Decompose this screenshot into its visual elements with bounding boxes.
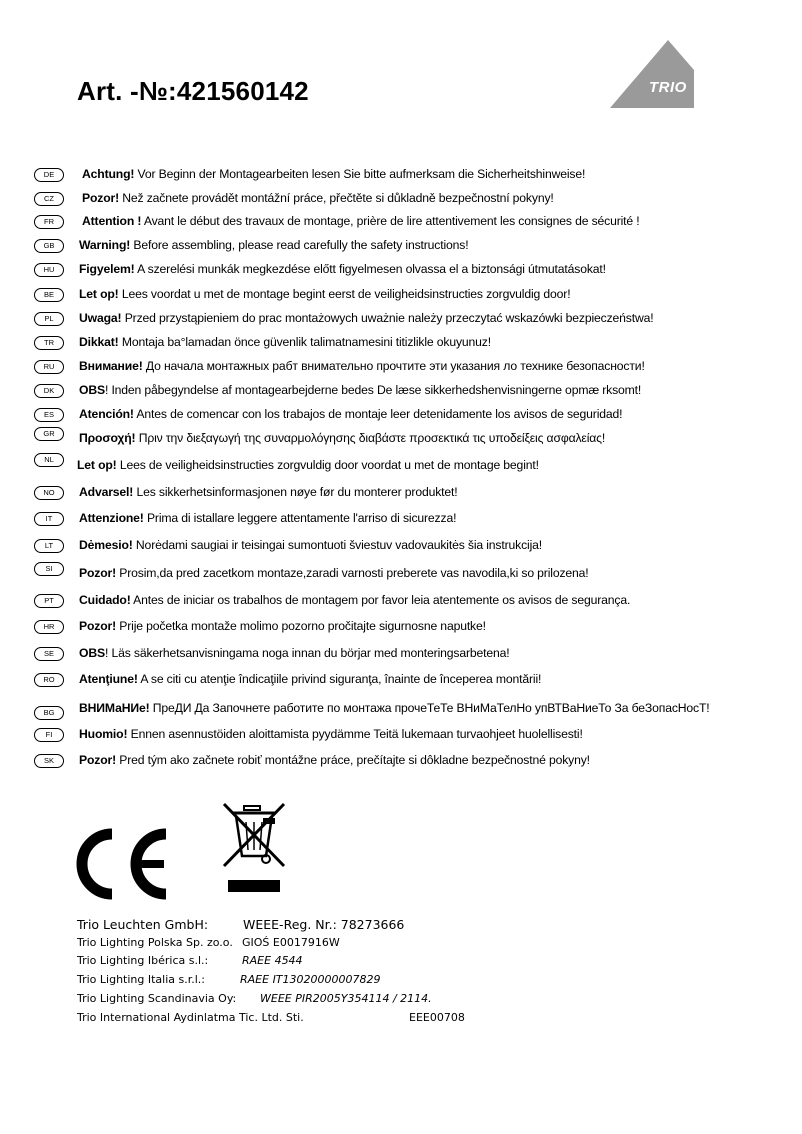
warning-heading: Warning! bbox=[79, 238, 131, 252]
language-code-badge: TR bbox=[34, 336, 64, 350]
language-code-badge: HR bbox=[34, 620, 64, 634]
registration-number: RAEE 4544 bbox=[242, 954, 303, 967]
language-code-badge: NL bbox=[34, 453, 64, 467]
registration-number: RAEE IT13020000007829 bbox=[240, 973, 381, 986]
trio-logo-icon bbox=[606, 40, 696, 112]
warning-text bbox=[79, 592, 630, 608]
company-name: Trio Lighting Italia s.r.l.: bbox=[77, 973, 206, 986]
warning-heading: Let op! bbox=[77, 458, 117, 472]
warning-heading: Atenţiune! bbox=[79, 672, 138, 686]
language-code-badge: SE bbox=[34, 647, 64, 661]
company-name: Trio Lighting Ibérica s.l.: bbox=[77, 954, 209, 967]
warning-body: A se citi cu atenţie îndicaţiile privind siguranţa, înainte de începerea montării! bbox=[137, 672, 542, 686]
warning-text bbox=[79, 671, 541, 687]
warning-body: ! Läs säkerhetsanvisningama noga innan du börjar med monteringsarbetena! bbox=[104, 646, 510, 660]
warning-heading: OBS bbox=[79, 646, 105, 660]
warning-body: Avant le début des travaux de montage, prière de lire attentivement les consignes de sécurité ! bbox=[141, 214, 640, 228]
warning-body: Pred tým ako začnete robiť montážne práce, prečítajte si dôkladne bezpečnostné pokyny! bbox=[116, 753, 590, 767]
warning-body: Lees voordat u met de montage begint eerst de veiligheidsinstructies zorgvuldig door! bbox=[118, 287, 571, 301]
warning-text bbox=[79, 700, 710, 716]
language-code-badge: GR bbox=[34, 427, 64, 441]
warning-heading: Dėmesio! bbox=[79, 538, 133, 552]
warning-text bbox=[82, 166, 585, 182]
warning-body: Prosim,da pred zacetkom montaze,zaradi varnosti preberete vas navodila,ki so prilozena! bbox=[116, 566, 589, 580]
language-code-badge: FI bbox=[34, 728, 64, 742]
language-code-badge: DK bbox=[34, 384, 64, 398]
warning-text bbox=[79, 310, 653, 326]
warning-body: Prije početka montaže molimo pozorno pročitajte sigurnosne naputke! bbox=[116, 619, 486, 633]
registration-number: WEEE PIR2005Y354114 / 2114. bbox=[260, 992, 432, 1005]
warning-body: Ennen asennustöiden aloittamista pyydämme Teitä lukemaan turvaohjeet huolellisesti! bbox=[127, 727, 583, 741]
warning-text bbox=[79, 358, 645, 374]
warning-heading: Let op! bbox=[79, 287, 119, 301]
company-name: Trio Leuchten GmbH: bbox=[77, 917, 209, 932]
warning-text bbox=[79, 565, 589, 581]
warning-text bbox=[82, 190, 554, 206]
warning-body: Norėdami saugiai ir teisingai sumontuoti šviestuv vadovaukitės šia instrukcija! bbox=[132, 538, 543, 552]
warning-body: Antes de comencar con los trabajos de montaje leer detenidamente los avisos de seguridad! bbox=[133, 407, 623, 421]
warning-heading: Dikkat! bbox=[79, 335, 119, 349]
warning-text bbox=[79, 752, 590, 768]
ce-mark-icon bbox=[74, 828, 170, 900]
warning-body: Les sikkerhetsinformasjonen nøye før du monterer produktet! bbox=[133, 485, 458, 499]
warning-body: A szerelési munkák megkezdése előtt figyelmesen olvassa el a biztonsági útmutatásokat! bbox=[134, 262, 606, 276]
warning-text bbox=[79, 726, 583, 742]
language-code-badge: BG bbox=[34, 706, 64, 720]
warning-text bbox=[79, 237, 468, 253]
language-code-badge: DE bbox=[34, 168, 64, 182]
warning-text bbox=[79, 645, 509, 661]
language-code-badge: CZ bbox=[34, 192, 64, 206]
language-code-badge: PL bbox=[34, 312, 64, 326]
warning-heading: Atención! bbox=[79, 407, 134, 421]
warning-heading: Huomio! bbox=[79, 727, 128, 741]
warning-text bbox=[77, 457, 539, 473]
registration-number: GIOŚ E0017916W bbox=[242, 936, 340, 949]
warning-body: Prima di istallare leggere attentamente l'arriso di sicurezza! bbox=[143, 511, 457, 525]
warning-heading: Внимание! bbox=[79, 359, 143, 373]
warning-text bbox=[79, 334, 491, 350]
warning-heading: Attenzione! bbox=[79, 511, 144, 525]
warning-body: Montaja ba°lamadan önce güvenlik talimatnamesini titizlikle okuyunuz! bbox=[118, 335, 491, 349]
warning-heading: Pozor! bbox=[82, 191, 120, 205]
warning-body: ! Inden påbegyndelse af montagearbejderne bedes De læse sikkerhedshenvisningerne opmæ rksomt! bbox=[104, 383, 642, 397]
language-code-badge: FR bbox=[34, 215, 64, 229]
warning-body: Než začnete provádět montážní práce, přečtěte si důkladně bezpečnostní pokyny! bbox=[119, 191, 554, 205]
warning-heading: Figyelem! bbox=[79, 262, 135, 276]
warning-text bbox=[79, 286, 570, 302]
warning-heading: Προσοχή! bbox=[79, 431, 136, 445]
warning-heading: Pozor! bbox=[79, 566, 117, 580]
registration-number: EEE00708 bbox=[409, 1011, 465, 1024]
warning-heading: Pozor! bbox=[79, 619, 117, 633]
language-code-badge: ES bbox=[34, 408, 64, 422]
warning-text bbox=[79, 510, 456, 526]
company-name: Trio International Aydinlatma Tic. Ltd. Sti. bbox=[77, 1011, 304, 1024]
warning-text bbox=[79, 484, 457, 500]
company-name: Trio Lighting Polska Sp. zo.o. bbox=[77, 936, 233, 949]
language-code-badge: LT bbox=[34, 539, 64, 553]
language-code-badge: BE bbox=[34, 288, 64, 302]
article-number: Art. -№:421560142 bbox=[77, 76, 309, 106]
language-code-badge: SI bbox=[34, 562, 64, 576]
warning-body: Before assembling, please read carefully the safety instructions! bbox=[130, 238, 469, 252]
language-code-badge: NO bbox=[34, 486, 64, 500]
warning-body: До начала монтажных рабт внимательно прочтите эти указания ло технике безопасности! bbox=[142, 359, 645, 373]
warning-body: Przed przystąpieniem do prac montażowych uważnie należy przeczytać wskazówki bezpieczeństwa! bbox=[121, 311, 654, 325]
warning-text bbox=[79, 537, 542, 553]
warning-heading: Attention ! bbox=[82, 214, 142, 228]
language-code-badge: GB bbox=[34, 239, 64, 253]
warning-body: Antes de iniciar os trabalhos de montagem por favor leia atentemente os avisos de segurança. bbox=[130, 593, 631, 607]
language-code-badge: RU bbox=[34, 360, 64, 374]
warning-text bbox=[79, 430, 605, 446]
warning-heading: Achtung! bbox=[82, 167, 135, 181]
language-code-badge: SK bbox=[34, 754, 64, 768]
warning-heading: Pozor! bbox=[79, 753, 117, 767]
warning-text bbox=[79, 261, 606, 277]
warning-heading: ВНИМаНИе! bbox=[79, 701, 150, 715]
warning-text bbox=[82, 213, 640, 229]
warning-text bbox=[79, 382, 641, 398]
warning-heading: OBS bbox=[79, 383, 105, 397]
weee-crossed-bin-icon bbox=[220, 800, 290, 896]
language-code-badge: RO bbox=[34, 673, 64, 687]
warning-body: Vor Beginn der Montagearbeiten lesen Sie bitte aufmerksam die Sicherheitshinweise! bbox=[134, 167, 586, 181]
warning-heading: Advarsel! bbox=[79, 485, 134, 499]
warning-heading: Cuidado! bbox=[79, 593, 131, 607]
warning-heading: Uwaga! bbox=[79, 311, 122, 325]
company-name: Trio Lighting Scandinavia Oy: bbox=[77, 992, 237, 1005]
warning-text bbox=[79, 406, 622, 422]
logo-text: TRIO bbox=[649, 79, 687, 96]
registration-number: WEEE-Reg. Nr.: 78273666 bbox=[243, 917, 405, 932]
language-code-badge: IT bbox=[34, 512, 64, 526]
language-code-badge: PT bbox=[34, 594, 64, 608]
language-code-badge: HU bbox=[34, 263, 64, 277]
warning-body: Lees de veiligheidsinstructies zorgvuldig door voordat u met de montage begint! bbox=[116, 458, 539, 472]
warning-body: Πριν την διεξαγωγή της συναρμολόγησης διαβάστε προσεκτικά τις υποδείξεις ασφαλείας! bbox=[135, 431, 606, 445]
warning-text bbox=[79, 618, 486, 634]
warning-body: ПреДИ Да Започнете работите по монтажа прочеТеТе ВНиМаТелНо упВТВаНиеТо За беЗопасНосТ! bbox=[149, 701, 710, 715]
